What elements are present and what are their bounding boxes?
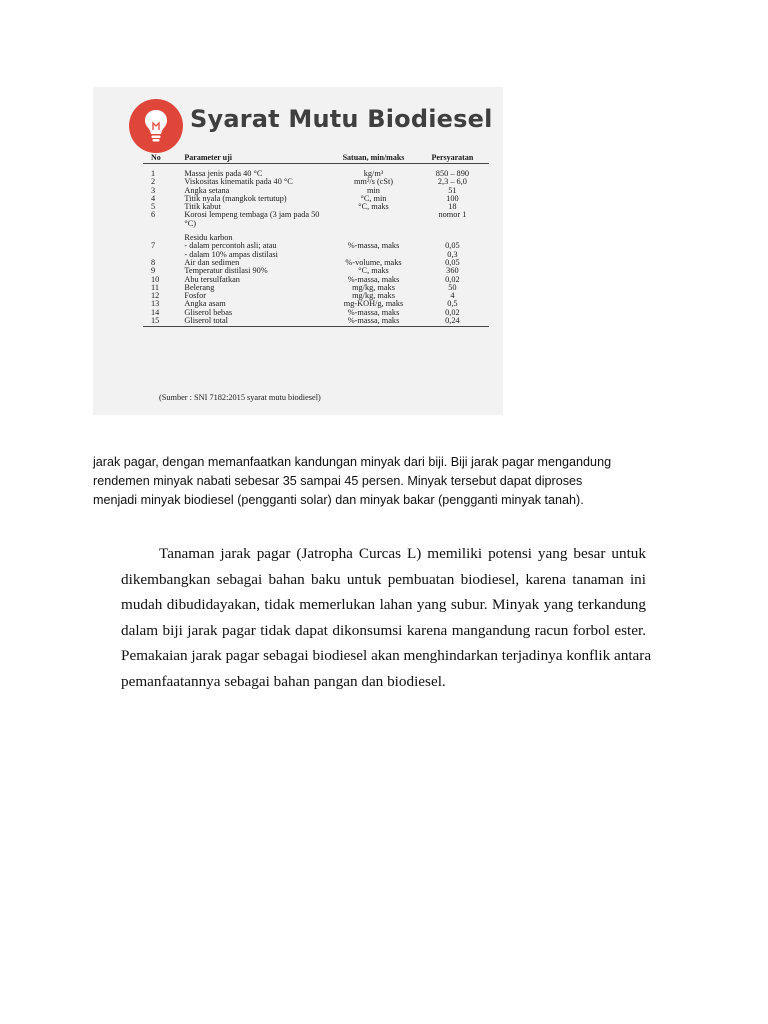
figure-title: Syarat Mutu Biodiesel: [190, 105, 493, 133]
cell-param: Titik kabut: [184, 202, 221, 212]
cell-param: Angka asam: [184, 299, 226, 309]
cell-unit: [331, 211, 416, 228]
cell-req: nomor 1: [438, 210, 467, 220]
figure-header: [93, 87, 503, 157]
cell-unit: °C, maks: [358, 266, 389, 276]
paragraph-intro: [93, 453, 653, 510]
cell-unit: mg-KOH/g, maks: [343, 299, 404, 309]
cell-no: 1: [151, 169, 156, 178]
cell-unit: °C, min: [360, 193, 387, 203]
cell-no: 4: [151, 193, 156, 203]
cell-no: 3: [151, 185, 156, 195]
cell-no: [143, 234, 182, 242]
cell-no: 8: [151, 257, 156, 267]
cell-req: 100: [446, 193, 459, 203]
cell-unit: min: [367, 185, 380, 195]
header-requirement: Persyaratan: [416, 153, 489, 164]
cell-req: 0,02: [445, 307, 460, 317]
cell-req: 51: [448, 185, 457, 195]
header-unit: Satuan, min/maks: [331, 153, 416, 164]
table-row: [143, 317, 489, 327]
header-parameter: Parameter uji: [182, 153, 331, 164]
cell-param: Fosfor: [184, 291, 207, 301]
cell-no: 2: [151, 177, 156, 187]
cell-no: [143, 251, 182, 259]
cell-unit: mg/kg, maks: [352, 282, 395, 292]
figure-source: (Sumber : SNI 7182:2015 syarat mutu biodiesel): [159, 393, 321, 402]
cell-no: 10: [151, 274, 160, 284]
table-header-row: [143, 153, 489, 164]
cell-no: 9: [151, 266, 156, 276]
cell-param: Angka setana: [184, 185, 230, 195]
cell-param: Gliserol bebas: [184, 307, 233, 317]
cell-param: Belerang: [184, 282, 215, 292]
cell-req: 0,05: [445, 257, 460, 267]
cell-unit: mg/kg, maks: [352, 291, 395, 301]
paragraph-line: menjadi minyak biodiesel (pengganti solar) dan minyak bakar (pengganti minyak tanah).: [93, 493, 584, 507]
cell-param: Viskositas kinematik pada 40 °C: [184, 177, 293, 187]
cell-no: 15: [143, 317, 182, 327]
cell-req: 4: [450, 291, 455, 301]
cell-unit: mm²/s (cSt): [353, 177, 394, 187]
paragraph-line: Pemakaian jarak pagar sebagai biodiesel akan menghindarkan terjadinya konflik antara: [121, 647, 652, 664]
paragraph-line: Tanaman jarak pagar (Jatropha Curcas L) memiliki potensi yang besar untuk: [159, 545, 646, 562]
cell-req: 0,3: [447, 249, 458, 259]
cell-unit: %-massa, maks: [347, 307, 400, 317]
cell-no: 6: [151, 210, 156, 220]
cell-unit: %-massa, maks: [331, 317, 416, 327]
cell-req: 50: [448, 282, 457, 292]
cell-req: 2,3 – 6,0: [437, 177, 467, 187]
cell-req: 18: [448, 202, 457, 212]
cell-no: 7: [151, 241, 156, 251]
cell-no: 13: [151, 299, 160, 309]
paragraph-line: dikembangkan sebagai bahan baku untuk pembuatan biodiesel, karena tanaman ini: [121, 570, 646, 588]
cell-param: Temperatur distilasi 90%: [184, 266, 268, 276]
cell-param: Abu tersulfatkan: [184, 274, 240, 284]
cell-no: 5: [151, 202, 156, 212]
paragraph-jatropha: [121, 541, 652, 694]
header-no: No: [143, 153, 182, 164]
cell-no: 11: [151, 282, 159, 292]
paragraph-line: dalam biji jarak pagar tidak dapat dikonsumsi karena mangandung racun forbol ester.: [121, 621, 646, 639]
cell-no: 12: [151, 291, 160, 301]
cell-param: - dalam percontoh asli; atau: [184, 241, 277, 251]
table-row: [143, 211, 489, 228]
cell-unit: %-massa, maks: [347, 274, 400, 284]
icon-badge: [129, 99, 183, 153]
paragraph-line: mudah dibudidayakan, tidak memerlukan lahan yang subur. Minyak yang terkandung: [121, 596, 646, 613]
cell-req: 0,02: [445, 274, 460, 284]
cell-param: Titik nyala (mangkok tertutup): [184, 193, 287, 203]
cell-param: - dalam 10% ampas distilasi: [184, 249, 278, 259]
biodiesel-quality-table: [143, 153, 489, 327]
cell-param: Residu karbon: [184, 233, 233, 243]
cell-unit: °C, maks: [358, 202, 389, 212]
cell-req: 0,5: [447, 299, 458, 309]
cell-param: Gliserol total: [182, 317, 331, 327]
cell-unit: %-volume, maks: [345, 257, 402, 267]
cell-param: Air dan sedimen: [184, 257, 240, 267]
figure-image: [93, 87, 503, 415]
cell-req: 0,24: [416, 317, 489, 327]
paragraph-line: pemanfaatannya sebagai bahan pangan dan biodiesel.: [121, 672, 446, 690]
cell-req: 850 – 890: [435, 169, 469, 178]
paragraph-line: jarak pagar, dengan memanfaatkan kandungan minyak dari biji. Biji jarak pagar mengandung: [93, 455, 612, 469]
cell-unit: %-massa, maks: [347, 241, 400, 251]
cell-req: 360: [446, 266, 459, 276]
cell-no: 14: [151, 307, 160, 317]
cell-param: Massa jenis pada 40 °C: [184, 169, 263, 178]
cell-unit: kg/m³: [363, 169, 384, 178]
cell-req: 0,05: [445, 241, 460, 251]
lightbulb-icon: [142, 108, 170, 144]
paragraph-line: rendemen minyak nabati sebesar 35 sampai 45 persen. Minyak tersebut dapat diproses: [93, 474, 583, 488]
cell-param: Korosi lempeng tembaga (3 jam pada 50 °C): [184, 210, 320, 228]
